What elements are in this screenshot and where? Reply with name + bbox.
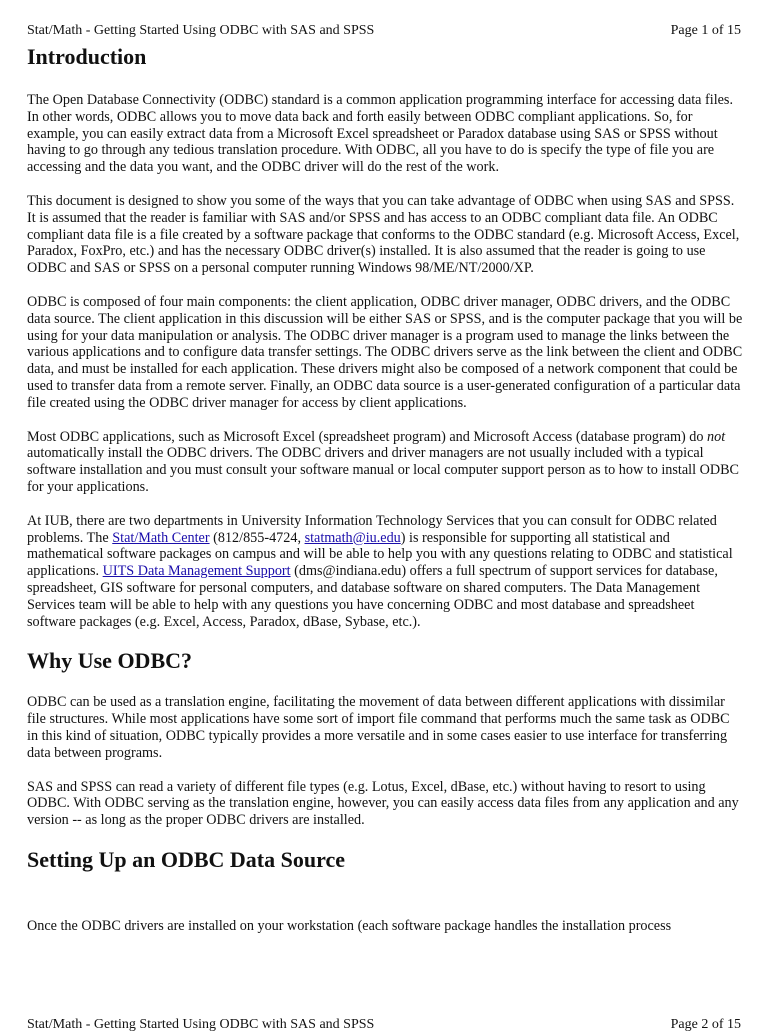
text-segment: ) is responsible for supporting all statistical and mathematical software packages on campus and will be able to help you with any questions relating to ODBC and statistical applications.	[27, 529, 733, 580]
page-number: Page 1 of 15	[670, 23, 741, 38]
paragraph-translation-engine: ODBC can be used as a translation engine, facilitating the movement of data between different applications with dissimilar file structures. While most applications have some sort of import file command that performs much the same task as ODBC in this kind of situation, ODBC typically provides a more versatile and in some cases easier to use interface for transferring data between programs.	[27, 694, 730, 761]
text-segment: (dms@indiana.edu) offers a full spectrum of support services for database, spreadsheet, GIS software for personal computers, and database software on shared computers. The Data Management Services team will be able to help with any questions you have concerning ODBC and most database and spreadsheet software packages (e.g. Excel, Access, Paradox, dBase, Sybase, etc.).	[27, 563, 718, 630]
document-body	[27, 43, 743, 893]
link-statmath-email[interactable]: statmath@iu.edu	[304, 529, 401, 546]
page-header	[27, 22, 741, 40]
link-stat-math-center[interactable]: Stat/Math Center	[112, 529, 210, 546]
document-title: Stat/Math - Getting Started Using ODBC with SAS and SPSS	[27, 23, 375, 38]
paragraph-driver-installation	[27, 429, 743, 496]
heading-setting-up-data-source: Setting Up an ODBC Data Source	[27, 846, 346, 872]
paragraph-file-types: SAS and SPSS can read a variety of different file types (e.g. Lotus, Excel, dBase, etc.) without having to resort to using ODBC. With ODBC serving as the translation engine, however, you can easily access data files from any application and any version -- as long as the proper ODBC drivers are installed.	[27, 778, 739, 829]
paragraph-odbc-components: ODBC is composed of four main components: the client application, ODBC driver manager, ODBC drivers, and the ODBC data source. The client application in this discussion will be either SAS or SPSS, and is the computer package that you will be using for your data manipulation or analysis. The ODBC driver manager is a program used to manage the links between the various applications and to configure data transfer settings. The ODBC drivers serve as the link between the client and ODBC data, and must be installed for each application. These drivers might also be composed of a network component that could be used to transfer data from a remote server. Finally, an ODBC data source is a user-generated configuration of a particular data file created using the ODBC driver manager for access by client applications.	[27, 293, 743, 411]
paragraph-document-purpose: This document is designed to show you some of the ways that you can take advantage of ODBC when using SAS and SPSS. It is assumed that the reader is familiar with SAS and/or SPSS and has access to an ODBC compliant data file. An ODBC compliant data file is a file created by a software package that conforms to the ODBC standard (e.g. Microsoft Access, Excel, Paradox, FoxPro, etc.) and has the necessary ODBC driver(s) installed. It is also assumed that the reader is going to use ODBC and SAS or SPSS on a personal computer running Windows 98/ME/NT/2000/XP.	[27, 192, 740, 277]
paragraph-odbc-standard: The Open Database Connectivity (ODBC) standard is a common application programming interface for accessing data files. In other words, ODBC allows you to move data back and forth easily between ODBC compliant applications. So, for example, you can easily extract data from a Microsoft Excel spreadsheet or Paradox database using SAS or SPSS without having to go through any tedious translation procedure. With ODBC, all you have to do is specify the type of file you are accessing and the data you want, and the ODBC driver will do the rest of the work.	[27, 92, 733, 176]
text-segment: automatically install the ODBC drivers. The ODBC drivers and driver managers are not usually included with a typical software installation and you must consult your software manual or local computer support person as to how to install ODBC for your applications.	[27, 445, 740, 495]
page-footer	[27, 1016, 741, 1034]
next-page-document-title: Stat/Math - Getting Started Using ODBC with SAS and SPSS	[27, 1017, 375, 1032]
paragraph-iub-support	[27, 513, 743, 631]
emphasis-not: not	[707, 428, 726, 445]
paragraph-drivers-installed: Once the ODBC drivers are installed on your workstation (each software package handles the installation process	[27, 918, 672, 934]
text-segment: (812/855-4724,	[209, 529, 305, 546]
next-page-number: Page 2 of 15	[670, 1017, 741, 1032]
heading-introduction: Introduction	[27, 44, 147, 69]
text-segment: Most ODBC applications, such as Microsoft Excel (spreadsheet program) and Microsoft Access (database program) do	[27, 428, 708, 445]
heading-why-use-odbc: Why Use ODBC?	[27, 648, 193, 674]
link-uits-data-management[interactable]: UITS Data Management Support	[102, 563, 291, 580]
text-segment: At IUB, there are two departments in University Information Technology Services that you can consult for ODBC related problems. The	[27, 512, 717, 546]
